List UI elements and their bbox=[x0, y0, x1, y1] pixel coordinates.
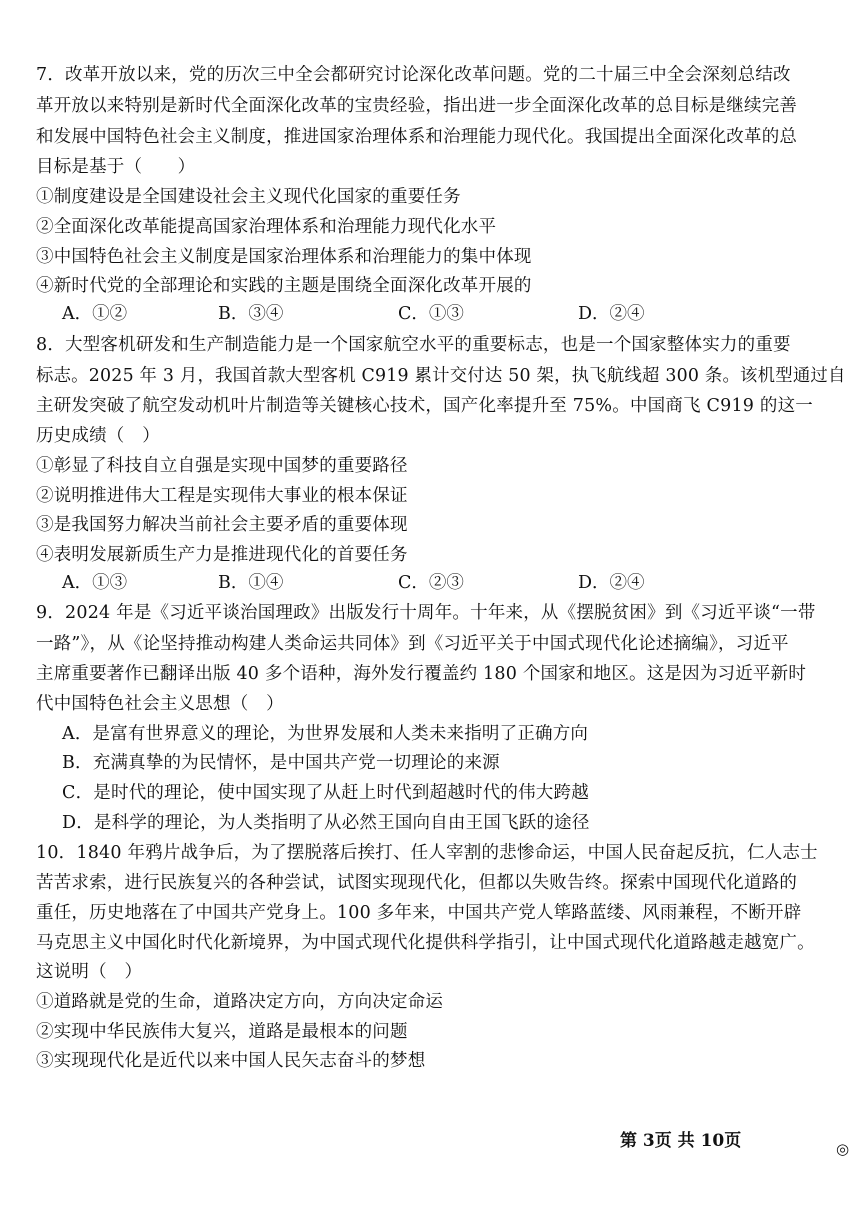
q9-stem-line-1: 9．2024 年是《习近平谈治国理政》出版发行十周年。十年来，从《摆脱贫困》到《习近平谈“一带 bbox=[36, 603, 816, 623]
q8-statement-1: ①彰显了科技自立自强是实现中国梦的重要路径 bbox=[36, 456, 408, 476]
q10-stem-line-1: 10．1840 年鸦片战争后，为了摆脱落后挨打、任人宰割的悲惨命运，中国人民奋起反抗，仁人志士 bbox=[36, 843, 818, 863]
q10-statement-2: ②实现中华民族伟大复兴，道路是最根本的问题 bbox=[36, 1022, 408, 1042]
q7-stem-line-2: 革开放以来特别是新时代全面深化改革的宝贵经验，指出进一步全面深化改革的总目标是继续完善 bbox=[36, 96, 798, 116]
q8-statement-4: ④表明发展新质生产力是推进现代化的首要任务 bbox=[36, 545, 408, 565]
q8-statement-2: ②说明推进伟大工程是实现伟大事业的根本保证 bbox=[36, 486, 408, 506]
q9-option-a: A．是富有世界意义的理论，为世界发展和人类未来指明了正确方向 bbox=[62, 724, 589, 744]
q10-stem-line-5: 这说明（ ） bbox=[36, 962, 143, 982]
q10-stem-line-2: 苦苦求索，进行民族复兴的各种尝试，试图实现现代化，但都以失败告终。探索中国现代化道路的 bbox=[36, 873, 798, 893]
q8-stem-line-1: 8．大型客机研发和生产制造能力是一个国家航空水平的重要标志，也是一个国家整体实力的重要 bbox=[36, 335, 791, 355]
q7-statement-3: ③中国特色社会主义制度是国家治理体系和治理能力的集中体现 bbox=[36, 247, 532, 267]
corner-mark-icon: ◎ bbox=[836, 1140, 850, 1158]
q8-option-a: A．①③ bbox=[62, 573, 128, 593]
q10-stem-line-3: 重任，历史地落在了中国共产党身上。100 多年来，中国共产党人筚路蓝缕、风雨兼程，不断开辟 bbox=[36, 903, 802, 923]
q9-option-d: D．是科学的理论，为人类指明了从必然王国向自由王国飞跃的途径 bbox=[62, 813, 590, 833]
q8-stem-line-2: 标志。2025 年 3 月，我国首款大型客机 C919 累计交付达 50 架，执飞航线超 300 条。该机型通过自 bbox=[36, 366, 846, 386]
q9-option-b: B．充满真挚的为民情怀，是中国共产党一切理论的来源 bbox=[62, 753, 500, 773]
q10-statement-3: ③实现现代化是近代以来中国人民矢志奋斗的梦想 bbox=[36, 1051, 426, 1071]
q8-stem-line-4: 历史成绩（ ） bbox=[36, 426, 160, 446]
q7-statement-2: ②全面深化改革能提高国家治理体系和治理能力现代化水平 bbox=[36, 217, 497, 237]
q7-option-c: C．①③ bbox=[398, 304, 464, 324]
q9-stem-line-4: 代中国特色社会主义思想（ ） bbox=[36, 694, 284, 714]
q8-statement-3: ③是我国努力解决当前社会主要矛盾的重要体现 bbox=[36, 515, 408, 535]
q7-option-b: B．③④ bbox=[218, 304, 284, 324]
q7-option-d: D．②④ bbox=[578, 304, 645, 324]
q7-option-a: A．①② bbox=[62, 304, 128, 324]
q8-option-d: D．②④ bbox=[578, 573, 645, 593]
q10-statement-1: ①道路就是党的生命，道路决定方向，方向决定命运 bbox=[36, 992, 444, 1012]
q9-option-c: C．是时代的理论，使中国实现了从赶上时代到超越时代的伟大跨越 bbox=[62, 783, 589, 803]
q7-stem-line-4: 目标是基于（ ） bbox=[36, 157, 196, 177]
q7-stem-line-1: 7．改革开放以来，党的历次三中全会都研究讨论深化改革问题。党的二十届三中全会深刻总结改 bbox=[36, 65, 791, 85]
q8-option-c: C．②③ bbox=[398, 573, 464, 593]
q7-stem-line-3: 和发展中国特色社会主义制度，推进国家治理体系和治理能力现代化。我国提出全面深化改革的总 bbox=[36, 127, 798, 147]
q7-statement-4: ④新时代党的全部理论和实践的主题是围绕全面深化改革开展的 bbox=[36, 276, 532, 296]
q8-option-b: B．①④ bbox=[218, 573, 284, 593]
q9-stem-line-3: 主席重要著作已翻译出版 40 多个语种，海外发行覆盖约 180 个国家和地区。这是因为习近平新时 bbox=[36, 664, 807, 684]
q7-statement-1: ①制度建设是全国建设社会主义现代化国家的重要任务 bbox=[36, 187, 461, 207]
q8-stem-line-3: 主研发突破了航空发动机叶片制造等关键核心技术，国产化率提升至 75%。中国商飞 C919 的这一 bbox=[36, 396, 813, 416]
q9-stem-line-2: 一路”》，从《论坚持推动构建人类命运共同体》到《习近平关于中国式现代化论述摘编》，习近平 bbox=[36, 634, 789, 654]
page-number: 第 3页 共 10页 bbox=[620, 1131, 742, 1151]
q10-stem-line-4: 马克思主义中国化时代化新境界，为中国式现代化提供科学指引，让中国式现代化道路越走越宽广。 bbox=[36, 933, 815, 953]
